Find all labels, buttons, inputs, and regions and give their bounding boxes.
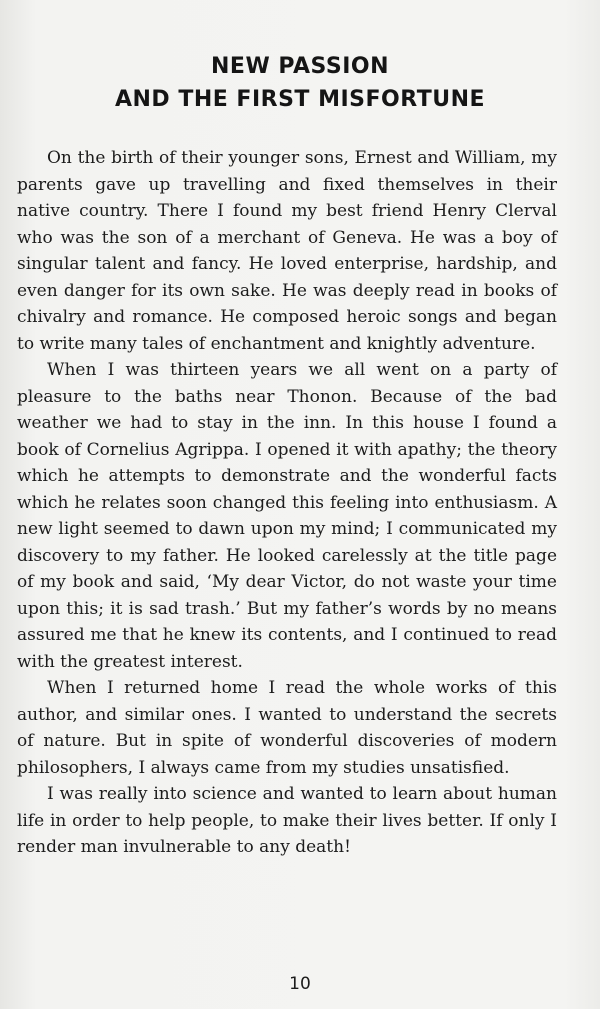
paragraph-2: When I was thirteen years we all went on a party of pleasure to the baths near Thonon. Because of the bad weather we had to stay in the inn. In this house I found a book of Cornelius Agrippa. I opened it with apathy; the theory which he attempts to demonstrate and the wonderful facts which he relates soon changed this feeling into enthusiasm. A new light seemed to dawn upon my mind; I communicated my discovery to my father. He looked carelessly at the title page of my book and said, ‘My dear Victor, do not waste your time upon this; it is sad trash.’ But my father’s words by no means assured me that he knew its contents, and I continued to read with the greatest interest.	[17, 360, 557, 672]
paragraph-3: When I returned home I read the whole works of this author, and similar ones. I wanted to understand the secrets of nature. But in spite of wonderful discoveries of modern philosophers, I always came from my studies unsatisfied.	[17, 678, 557, 778]
page-number: 10	[289, 974, 311, 994]
chapter-title	[0, 50, 600, 116]
chapter-title-line-2: AND THE FIRST MISFORTUNE	[114, 87, 486, 112]
paragraph-4: I was really into science and wanted to learn about human life in order to help people, to make their lives better. If only I render man invulnerable to any death!	[17, 784, 557, 857]
chapter-body	[17, 145, 557, 861]
paragraph-1: On the birth of their younger sons, Ernest and William, my parents gave up travelling and fixed themselves in their native country. There I found my best friend Henry Clerval who was the son of a merchant of Geneva. He was a boy of singular talent and fancy. He loved enterprise, hardship, and even danger for its own sake. He was deeply read in books of chivalry and romance. He composed heroic songs and began to write many tales of enchantment and knightly adventure.	[17, 148, 557, 354]
chapter-title-line-1: NEW PASSION	[211, 54, 389, 79]
